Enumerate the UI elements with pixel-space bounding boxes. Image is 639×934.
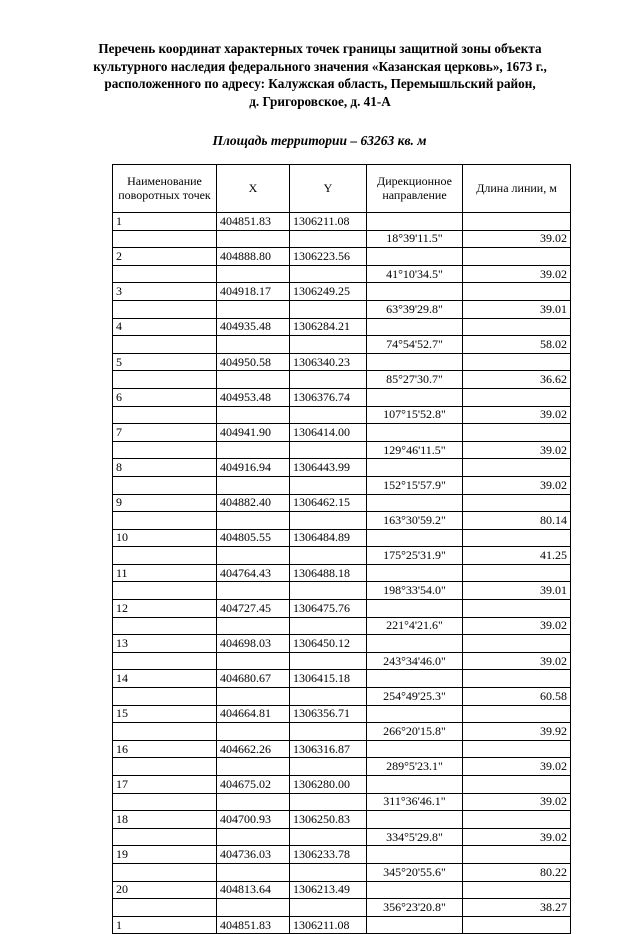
- y-coordinate-cell: 1306484.89: [290, 529, 367, 547]
- empty-cell: [290, 863, 367, 881]
- direction-cell: 129°46'11.5": [367, 441, 463, 459]
- length-cell: 38.27: [463, 899, 571, 917]
- length-cell: 36.62: [463, 371, 571, 389]
- x-coordinate-cell: 404662.26: [217, 740, 290, 758]
- y-coordinate-cell: 1306475.76: [290, 600, 367, 618]
- empty-cell: [290, 265, 367, 283]
- empty-cell: [367, 283, 463, 301]
- header-direction: Дирекционное направление: [367, 165, 463, 213]
- empty-cell: [367, 776, 463, 794]
- length-cell: 39.02: [463, 441, 571, 459]
- empty-cell: [463, 529, 571, 547]
- table-row: [113, 688, 571, 706]
- table-row: [113, 406, 571, 424]
- table-row: [113, 758, 571, 776]
- empty-cell: [217, 230, 290, 248]
- table-row: [113, 248, 571, 266]
- empty-cell: [217, 582, 290, 600]
- point-name-cell: 2: [113, 248, 217, 266]
- table-row: [113, 476, 571, 494]
- empty-cell: [367, 811, 463, 829]
- empty-cell: [113, 793, 217, 811]
- x-coordinate-cell: 404680.67: [217, 670, 290, 688]
- empty-cell: [290, 300, 367, 318]
- y-coordinate-cell: 1306249.25: [290, 283, 367, 301]
- direction-cell: 163°30'59.2": [367, 512, 463, 530]
- table-row: [113, 670, 571, 688]
- point-name-cell: 6: [113, 388, 217, 406]
- length-cell: 39.02: [463, 230, 571, 248]
- y-coordinate-cell: 1306280.00: [290, 776, 367, 794]
- empty-cell: [367, 388, 463, 406]
- table-row: [113, 617, 571, 635]
- empty-cell: [113, 828, 217, 846]
- empty-cell: [463, 846, 571, 864]
- table-row: [113, 213, 571, 231]
- empty-cell: [290, 828, 367, 846]
- table-row: [113, 441, 571, 459]
- area-label: Площадь территории – 63263 кв. м: [212, 133, 427, 148]
- empty-cell: [217, 336, 290, 354]
- table-header-row: [113, 165, 571, 213]
- x-coordinate-cell: 404950.58: [217, 353, 290, 371]
- empty-cell: [463, 811, 571, 829]
- length-cell: 39.02: [463, 758, 571, 776]
- empty-cell: [290, 899, 367, 917]
- point-name-cell: 9: [113, 494, 217, 512]
- empty-cell: [367, 670, 463, 688]
- direction-cell: 107°15'52.8": [367, 406, 463, 424]
- empty-cell: [113, 582, 217, 600]
- y-coordinate-cell: 1306211.08: [290, 916, 367, 934]
- empty-cell: [463, 670, 571, 688]
- table-row: [113, 846, 571, 864]
- empty-cell: [463, 388, 571, 406]
- y-coordinate-cell: 1306233.78: [290, 846, 367, 864]
- empty-cell: [217, 512, 290, 530]
- length-cell: 39.02: [463, 406, 571, 424]
- direction-cell: 198°33'54.0": [367, 582, 463, 600]
- empty-cell: [290, 441, 367, 459]
- empty-cell: [463, 494, 571, 512]
- empty-cell: [367, 353, 463, 371]
- table-row: [113, 776, 571, 794]
- x-coordinate-cell: 404918.17: [217, 283, 290, 301]
- empty-cell: [217, 371, 290, 389]
- point-name-cell: 16: [113, 740, 217, 758]
- table-row: [113, 600, 571, 618]
- direction-cell: 18°39'11.5": [367, 230, 463, 248]
- empty-cell: [113, 230, 217, 248]
- x-coordinate-cell: 404664.81: [217, 705, 290, 723]
- x-coordinate-cell: 404700.93: [217, 811, 290, 829]
- empty-cell: [217, 793, 290, 811]
- empty-cell: [113, 371, 217, 389]
- point-name-cell: 15: [113, 705, 217, 723]
- table-row: [113, 459, 571, 477]
- y-coordinate-cell: 1306223.56: [290, 248, 367, 266]
- header-point-name: Наименование поворотных точек: [113, 165, 217, 213]
- empty-cell: [113, 723, 217, 741]
- point-name-cell: 13: [113, 635, 217, 653]
- empty-cell: [367, 459, 463, 477]
- table-row: [113, 916, 571, 934]
- y-coordinate-cell: 1306356.71: [290, 705, 367, 723]
- point-name-cell: 19: [113, 846, 217, 864]
- table-row: [113, 863, 571, 881]
- empty-cell: [463, 881, 571, 899]
- point-name-cell: 14: [113, 670, 217, 688]
- empty-cell: [217, 265, 290, 283]
- empty-cell: [463, 213, 571, 231]
- length-cell: 80.22: [463, 863, 571, 881]
- x-coordinate-cell: 404805.55: [217, 529, 290, 547]
- direction-cell: 243°34'46.0": [367, 652, 463, 670]
- direction-cell: 356°23'20.8": [367, 899, 463, 917]
- direction-cell: 152°15'57.9": [367, 476, 463, 494]
- empty-cell: [113, 336, 217, 354]
- direction-cell: 289°5'23.1": [367, 758, 463, 776]
- table-row: [113, 388, 571, 406]
- direction-cell: 63°39'29.8": [367, 300, 463, 318]
- table-row: [113, 424, 571, 442]
- y-coordinate-cell: 1306443.99: [290, 459, 367, 477]
- empty-cell: [113, 547, 217, 565]
- empty-cell: [113, 441, 217, 459]
- empty-cell: [217, 688, 290, 706]
- y-coordinate-cell: 1306415.18: [290, 670, 367, 688]
- table-row: [113, 899, 571, 917]
- empty-cell: [217, 758, 290, 776]
- empty-cell: [290, 406, 367, 424]
- empty-cell: [463, 318, 571, 336]
- empty-cell: [367, 705, 463, 723]
- x-coordinate-cell: 404941.90: [217, 424, 290, 442]
- empty-cell: [367, 424, 463, 442]
- table-row: [113, 265, 571, 283]
- empty-cell: [217, 723, 290, 741]
- table-body: [113, 213, 571, 934]
- empty-cell: [217, 476, 290, 494]
- table-row: [113, 494, 571, 512]
- empty-cell: [367, 846, 463, 864]
- point-name-cell: 5: [113, 353, 217, 371]
- point-name-cell: 11: [113, 564, 217, 582]
- y-coordinate-cell: 1306316.87: [290, 740, 367, 758]
- empty-cell: [367, 529, 463, 547]
- y-coordinate-cell: 1306340.23: [290, 353, 367, 371]
- empty-cell: [463, 740, 571, 758]
- point-name-cell: 4: [113, 318, 217, 336]
- x-coordinate-cell: 404764.43: [217, 564, 290, 582]
- empty-cell: [463, 705, 571, 723]
- empty-cell: [217, 406, 290, 424]
- table-row: [113, 230, 571, 248]
- x-coordinate-cell: 404736.03: [217, 846, 290, 864]
- length-cell: 39.92: [463, 723, 571, 741]
- x-coordinate-cell: 404935.48: [217, 318, 290, 336]
- empty-cell: [217, 300, 290, 318]
- y-coordinate-cell: 1306488.18: [290, 564, 367, 582]
- empty-cell: [290, 582, 367, 600]
- table-row: [113, 652, 571, 670]
- y-coordinate-cell: 1306211.08: [290, 213, 367, 231]
- x-coordinate-cell: 404882.40: [217, 494, 290, 512]
- length-cell: 60.58: [463, 688, 571, 706]
- table-row: [113, 793, 571, 811]
- empty-cell: [367, 213, 463, 231]
- x-coordinate-cell: 404851.83: [217, 916, 290, 934]
- empty-cell: [463, 600, 571, 618]
- table-row: [113, 635, 571, 653]
- empty-cell: [217, 617, 290, 635]
- empty-cell: [113, 300, 217, 318]
- y-coordinate-cell: 1306376.74: [290, 388, 367, 406]
- empty-cell: [290, 688, 367, 706]
- direction-cell: 311°36'46.1": [367, 793, 463, 811]
- empty-cell: [367, 248, 463, 266]
- empty-cell: [463, 776, 571, 794]
- empty-cell: [463, 353, 571, 371]
- x-coordinate-cell: 404727.45: [217, 600, 290, 618]
- title-line-4: д. Григоровское, д. 41-А: [249, 93, 391, 109]
- title-line-2: культурного наследия федерального значения «Казанская церковь», 1673 г.,: [93, 58, 547, 74]
- empty-cell: [290, 230, 367, 248]
- table-row: [113, 283, 571, 301]
- empty-cell: [290, 723, 367, 741]
- empty-cell: [113, 512, 217, 530]
- direction-cell: 334°5'29.8": [367, 828, 463, 846]
- table-row: [113, 564, 571, 582]
- table-row: [113, 353, 571, 371]
- table-row: [113, 318, 571, 336]
- empty-cell: [290, 476, 367, 494]
- table-row: [113, 705, 571, 723]
- empty-cell: [113, 652, 217, 670]
- length-cell: 41.25: [463, 547, 571, 565]
- empty-cell: [367, 881, 463, 899]
- direction-cell: 175°25'31.9": [367, 547, 463, 565]
- table-row: [113, 723, 571, 741]
- empty-cell: [463, 635, 571, 653]
- length-cell: 39.02: [463, 476, 571, 494]
- table-row: [113, 828, 571, 846]
- direction-cell: 266°20'15.8": [367, 723, 463, 741]
- table-row: [113, 300, 571, 318]
- table-row: [113, 881, 571, 899]
- length-cell: 80.14: [463, 512, 571, 530]
- x-coordinate-cell: 404888.80: [217, 248, 290, 266]
- empty-cell: [113, 863, 217, 881]
- empty-cell: [463, 916, 571, 934]
- title-line-3: расположенного по адресу: Калужская область, Перемышльский район,: [104, 76, 536, 91]
- x-coordinate-cell: 404675.02: [217, 776, 290, 794]
- length-cell: 39.02: [463, 828, 571, 846]
- table-row: [113, 512, 571, 530]
- length-cell: 39.02: [463, 265, 571, 283]
- empty-cell: [463, 424, 571, 442]
- empty-cell: [290, 652, 367, 670]
- length-cell: 39.02: [463, 793, 571, 811]
- point-name-cell: 3: [113, 283, 217, 301]
- empty-cell: [217, 899, 290, 917]
- empty-cell: [217, 441, 290, 459]
- table-row: [113, 740, 571, 758]
- empty-cell: [367, 318, 463, 336]
- header-length: Длина линии, м: [463, 165, 571, 213]
- table-row: [113, 547, 571, 565]
- point-name-cell: 7: [113, 424, 217, 442]
- point-name-cell: 12: [113, 600, 217, 618]
- empty-cell: [463, 564, 571, 582]
- direction-cell: 221°4'21.6": [367, 617, 463, 635]
- empty-cell: [217, 828, 290, 846]
- empty-cell: [290, 547, 367, 565]
- x-coordinate-cell: 404953.48: [217, 388, 290, 406]
- direction-cell: 345°20'55.6": [367, 863, 463, 881]
- point-name-cell: 1: [113, 213, 217, 231]
- empty-cell: [367, 564, 463, 582]
- empty-cell: [367, 635, 463, 653]
- table-row: [113, 582, 571, 600]
- length-cell: 39.02: [463, 652, 571, 670]
- direction-cell: 41°10'34.5": [367, 265, 463, 283]
- empty-cell: [113, 688, 217, 706]
- empty-cell: [290, 617, 367, 635]
- empty-cell: [113, 617, 217, 635]
- table-row: [113, 371, 571, 389]
- empty-cell: [367, 494, 463, 512]
- coordinates-table: [112, 164, 571, 934]
- y-coordinate-cell: 1306414.00: [290, 424, 367, 442]
- empty-cell: [113, 758, 217, 776]
- y-coordinate-cell: 1306462.15: [290, 494, 367, 512]
- empty-cell: [463, 459, 571, 477]
- length-cell: 58.02: [463, 336, 571, 354]
- empty-cell: [290, 371, 367, 389]
- empty-cell: [113, 899, 217, 917]
- empty-cell: [290, 758, 367, 776]
- empty-cell: [463, 283, 571, 301]
- empty-cell: [113, 476, 217, 494]
- y-coordinate-cell: 1306250.83: [290, 811, 367, 829]
- empty-cell: [463, 248, 571, 266]
- header-x: X: [217, 165, 290, 213]
- y-coordinate-cell: 1306450.12: [290, 635, 367, 653]
- table-row: [113, 811, 571, 829]
- length-cell: 39.02: [463, 617, 571, 635]
- empty-cell: [367, 740, 463, 758]
- y-coordinate-cell: 1306284.21: [290, 318, 367, 336]
- empty-cell: [290, 512, 367, 530]
- direction-cell: 85°27'30.7": [367, 371, 463, 389]
- length-cell: 39.01: [463, 300, 571, 318]
- point-name-cell: 10: [113, 529, 217, 547]
- empty-cell: [217, 547, 290, 565]
- empty-cell: [113, 406, 217, 424]
- empty-cell: [217, 863, 290, 881]
- length-cell: 39.01: [463, 582, 571, 600]
- table-row: [113, 529, 571, 547]
- x-coordinate-cell: 404916.94: [217, 459, 290, 477]
- point-name-cell: 8: [113, 459, 217, 477]
- document-title: [60, 40, 580, 110]
- direction-cell: 74°54'52.7": [367, 336, 463, 354]
- empty-cell: [367, 916, 463, 934]
- point-name-cell: 1: [113, 916, 217, 934]
- header-y: Y: [290, 165, 367, 213]
- empty-cell: [367, 600, 463, 618]
- empty-cell: [290, 793, 367, 811]
- point-name-cell: 20: [113, 881, 217, 899]
- title-line-1: Перечень координат характерных точек границы защитной зоны объекта: [98, 41, 542, 56]
- empty-cell: [113, 265, 217, 283]
- direction-cell: 254°49'25.3": [367, 688, 463, 706]
- x-coordinate-cell: 404851.83: [217, 213, 290, 231]
- point-name-cell: 17: [113, 776, 217, 794]
- empty-cell: [290, 336, 367, 354]
- x-coordinate-cell: 404813.64: [217, 881, 290, 899]
- table-row: [113, 336, 571, 354]
- empty-cell: [217, 652, 290, 670]
- point-name-cell: 18: [113, 811, 217, 829]
- x-coordinate-cell: 404698.03: [217, 635, 290, 653]
- y-coordinate-cell: 1306213.49: [290, 881, 367, 899]
